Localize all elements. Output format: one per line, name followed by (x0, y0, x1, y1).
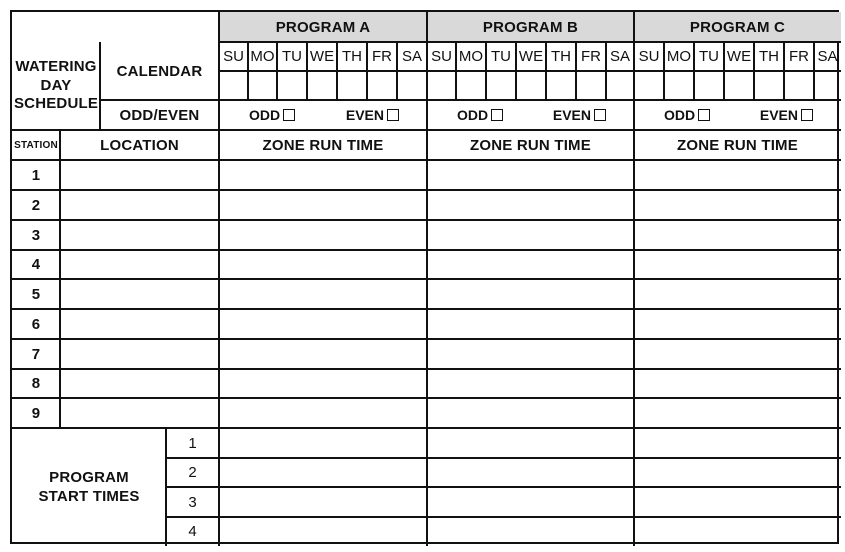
zone-run-time-field[interactable] (634, 250, 841, 279)
station-number: 9 (31, 404, 41, 422)
location-field[interactable] (60, 220, 219, 250)
calendar-day-checkbox[interactable] (337, 71, 367, 100)
location-field[interactable] (60, 250, 219, 279)
start-time-field[interactable] (634, 487, 841, 517)
even-checkbox[interactable] (801, 109, 813, 121)
zone-run-time-field[interactable] (634, 398, 841, 428)
zone-run-time-field[interactable] (427, 339, 634, 369)
station-number: 8 (31, 375, 41, 392)
even-label: EVEN (759, 107, 798, 123)
start-time-field[interactable] (634, 458, 841, 487)
odd-label: ODD (249, 107, 281, 123)
zone-run-time-field[interactable] (219, 220, 427, 250)
grid-line (166, 516, 841, 517)
zone-run-time-field[interactable] (634, 190, 841, 220)
location-field[interactable] (60, 398, 219, 428)
grid-line (336, 42, 337, 100)
calendar-day-checkbox[interactable] (307, 71, 337, 100)
program-header: PROGRAM C (634, 12, 841, 42)
calendar-day-checkbox[interactable] (784, 71, 814, 100)
start-time-field[interactable] (219, 487, 427, 517)
even-label: EVEN (345, 107, 384, 123)
location-field[interactable] (60, 309, 219, 339)
zone-run-time-field[interactable] (219, 190, 427, 220)
odd-option (249, 107, 295, 123)
day-label: TH (759, 48, 779, 65)
grid-line (485, 42, 486, 100)
even-option (553, 107, 606, 123)
even-checkbox[interactable] (594, 109, 606, 121)
day-label: SU (431, 48, 452, 65)
grid-line (166, 486, 841, 487)
grid-line (100, 99, 841, 101)
grid-line (723, 42, 724, 100)
grid-line (426, 12, 428, 546)
start-time-field[interactable] (634, 517, 841, 546)
zone-run-time-field[interactable] (634, 279, 841, 309)
zone-run-time-field[interactable] (219, 279, 427, 309)
day-label: TU (282, 48, 302, 65)
calendar-day-checkbox[interactable] (219, 71, 248, 100)
odd-even-label: ODD/EVEN (119, 106, 200, 124)
zone-run-time-field[interactable] (427, 220, 634, 250)
grid-line (59, 130, 61, 428)
zone-run-time-field[interactable] (427, 190, 634, 220)
even-checkbox[interactable] (387, 109, 399, 121)
day-label: MO (666, 48, 692, 65)
start-time-field[interactable] (427, 428, 634, 458)
location-field[interactable] (60, 190, 219, 220)
start-time-number: 1 (188, 434, 197, 452)
grid-line (247, 42, 248, 100)
location-header: LOCATION (100, 136, 179, 154)
grid-line (165, 428, 167, 546)
calendar-day-checkbox[interactable] (427, 71, 456, 100)
start-time-field[interactable] (427, 517, 634, 546)
day-label: TH (342, 48, 362, 65)
calendar-day-checkbox[interactable] (724, 71, 754, 100)
day-label: TU (699, 48, 719, 65)
grid-line (99, 42, 101, 130)
zone-run-time-header: ZONE RUN TIME (677, 136, 798, 154)
calendar-day-checkbox[interactable] (576, 71, 606, 100)
zone-run-time-field[interactable] (219, 160, 427, 190)
zone-run-time-field[interactable] (427, 398, 634, 428)
odd-option (664, 107, 710, 123)
calendar-label: CALENDAR (116, 62, 203, 80)
start-time-field[interactable] (219, 517, 427, 546)
zone-run-time-field[interactable] (427, 369, 634, 398)
odd-checkbox[interactable] (491, 109, 503, 121)
calendar-day-checkbox[interactable] (664, 71, 694, 100)
calendar-day-checkbox[interactable] (486, 71, 516, 100)
station-number: 3 (31, 226, 41, 244)
station-number: 6 (31, 315, 41, 333)
odd-label: ODD (457, 107, 489, 123)
start-time-field[interactable] (634, 428, 841, 458)
grid-line (276, 42, 277, 100)
grid-line (166, 457, 841, 458)
location-field[interactable] (60, 339, 219, 369)
station-number: 5 (31, 285, 41, 303)
start-time-number: 4 (188, 523, 197, 540)
grid-line (663, 42, 664, 100)
station-header: STATION (14, 139, 58, 151)
day-label: SA (609, 48, 630, 65)
day-label: TH (551, 48, 571, 65)
location-field[interactable] (60, 160, 219, 190)
day-label: WE (518, 48, 544, 65)
grid-line (306, 42, 307, 100)
location-field[interactable] (60, 369, 219, 398)
grid-line (783, 42, 784, 100)
grid-line (219, 70, 841, 71)
day-label: WE (309, 48, 335, 65)
grid-line (633, 12, 635, 546)
odd-even-row (219, 100, 427, 130)
calendar-day-checkbox[interactable] (754, 71, 784, 100)
zone-run-time-header: ZONE RUN TIME (262, 136, 384, 154)
station-number: 7 (31, 345, 41, 363)
day-label: MO (458, 48, 484, 65)
day-label: SU (223, 48, 244, 65)
zone-run-time-field[interactable] (219, 398, 427, 428)
watering-schedule-form (10, 10, 839, 544)
grid-line (396, 42, 397, 100)
grid-line (813, 42, 814, 100)
start-time-field[interactable] (219, 428, 427, 458)
zone-run-time-field[interactable] (427, 160, 634, 190)
calendar-day-checkbox[interactable] (634, 71, 664, 100)
calendar-day-checkbox[interactable] (456, 71, 486, 100)
even-option (760, 107, 813, 123)
calendar-day-checkbox[interactable] (516, 71, 546, 100)
day-label: SA (401, 48, 422, 65)
grid-line (545, 42, 546, 100)
start-time-field[interactable] (219, 458, 427, 487)
calendar-day-checkbox[interactable] (248, 71, 277, 100)
start-time-number: 3 (188, 493, 197, 511)
zone-run-time-field[interactable] (219, 250, 427, 279)
zone-run-time-field[interactable] (219, 339, 427, 369)
grid-line (753, 42, 754, 100)
program-header: PROGRAM A (219, 12, 427, 42)
location-field[interactable] (60, 279, 219, 309)
odd-label: ODD (664, 107, 696, 123)
calendar-day-checkbox[interactable] (367, 71, 397, 100)
grid-line (366, 42, 367, 100)
zone-run-time-field[interactable] (634, 220, 841, 250)
odd-checkbox[interactable] (698, 109, 710, 121)
calendar-day-checkbox[interactable] (694, 71, 724, 100)
grid-line (605, 42, 606, 100)
start-time-number: 2 (188, 464, 197, 481)
day-label: TU (491, 48, 511, 65)
grid-line (575, 42, 576, 100)
start-time-field[interactable] (427, 458, 634, 487)
odd-even-row (634, 100, 841, 130)
grid-line (515, 42, 516, 100)
zone-run-time-field[interactable] (427, 309, 634, 339)
zone-run-time-field[interactable] (219, 369, 427, 398)
odd-checkbox[interactable] (283, 109, 295, 121)
calendar-day-checkbox[interactable] (397, 71, 427, 100)
even-label: EVEN (552, 107, 591, 123)
zone-run-time-header: ZONE RUN TIME (470, 136, 591, 154)
calendar-day-checkbox[interactable] (546, 71, 576, 100)
zone-run-time-field[interactable] (427, 250, 634, 279)
day-label: FR (372, 48, 392, 65)
zone-run-time-field[interactable] (634, 339, 841, 369)
calendar-day-checkbox[interactable] (814, 71, 841, 100)
day-label: SU (638, 48, 660, 65)
grid-line (455, 42, 456, 100)
grid-line (693, 42, 694, 100)
grid-line (219, 41, 841, 43)
zone-run-time-field[interactable] (634, 309, 841, 339)
zone-run-time-field[interactable] (634, 369, 841, 398)
program-start-times-label: PROGRAM START TIMES (38, 468, 140, 505)
odd-even-row (427, 100, 634, 130)
start-time-field[interactable] (427, 487, 634, 517)
zone-run-time-field[interactable] (634, 160, 841, 190)
day-label: SA (817, 48, 838, 65)
day-label: FR (581, 48, 601, 65)
calendar-day-checkbox[interactable] (277, 71, 307, 100)
calendar-day-checkbox[interactable] (606, 71, 634, 100)
zone-run-time-field[interactable] (427, 279, 634, 309)
even-option (346, 107, 399, 123)
odd-option (457, 107, 503, 123)
watering-day-schedule-label: WATERING DAY SCHEDULE (13, 57, 99, 113)
grid-line (218, 42, 220, 546)
station-number: 2 (31, 196, 41, 214)
program-header: PROGRAM B (427, 12, 634, 42)
day-label: FR (789, 48, 809, 65)
day-label: WE (726, 48, 752, 65)
day-label: MO (250, 48, 275, 65)
grid-line (218, 12, 220, 42)
station-number: 1 (31, 166, 41, 184)
station-number: 4 (31, 256, 41, 273)
zone-run-time-field[interactable] (219, 309, 427, 339)
